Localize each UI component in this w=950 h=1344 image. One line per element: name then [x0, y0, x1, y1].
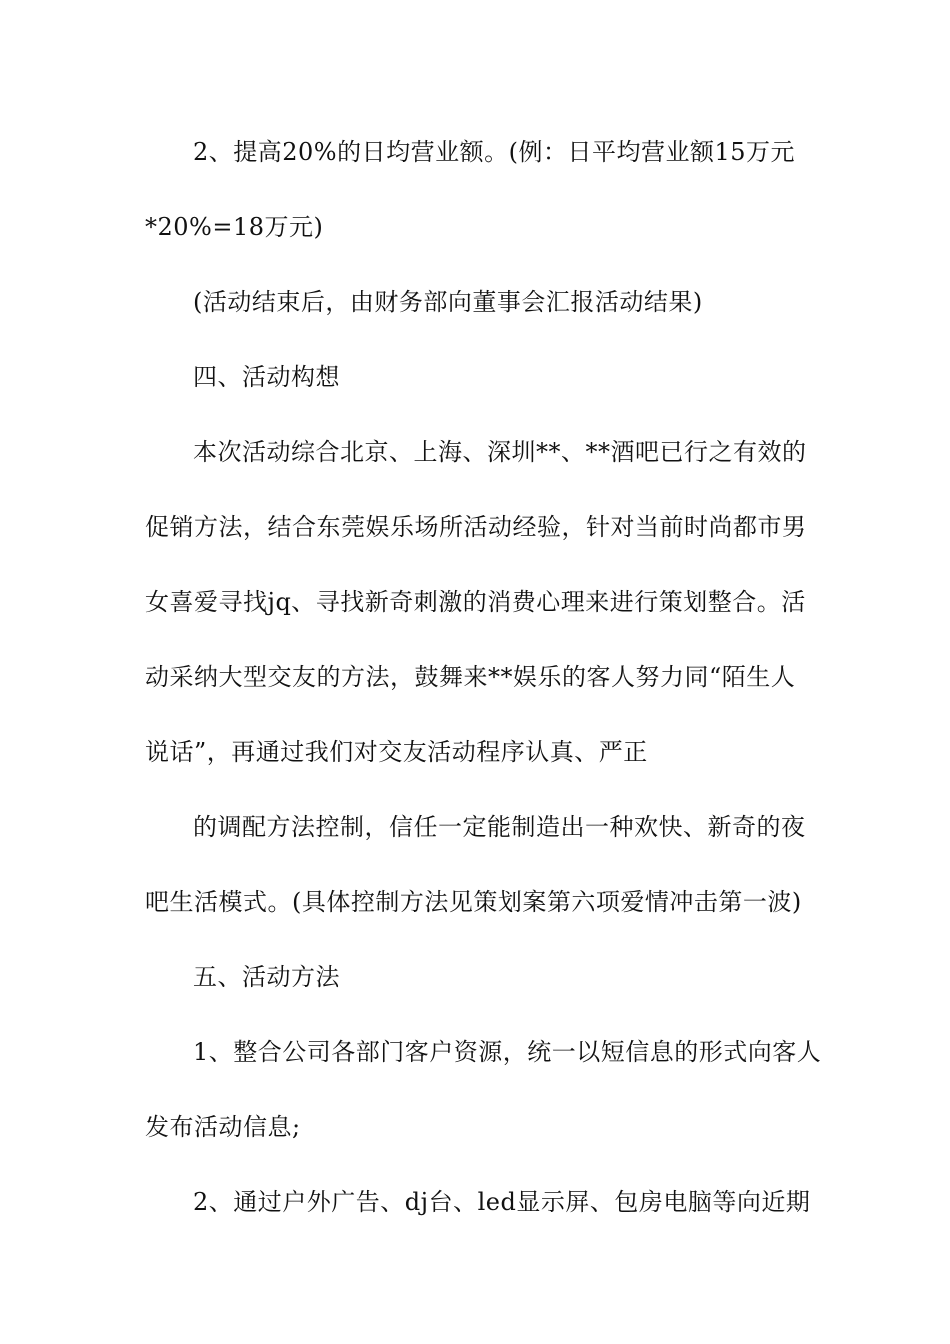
- paragraph-concept-line-2: 促销方法，结合东莞娱乐场所活动经验，针对当前时尚都市男: [145, 513, 807, 541]
- paragraph-control-line-2: 吧生活模式。(具体控制方法见策划案第六项爱情冲击第一波): [145, 888, 802, 916]
- paragraph-concept-line-5: 说话”，再通过我们对交友活动程序认真、严正: [145, 738, 648, 766]
- paragraph-concept-line-4: 动采纳大型交友的方法，鼓舞来**娱乐的客人努力同“陌生人: [145, 663, 796, 691]
- paragraph-control-line-1: 的调配方法控制，信任一定能制造出一种欢快、新奇的夜: [193, 813, 806, 841]
- section-heading-activity-concept: 四、活动构想: [193, 363, 340, 391]
- paragraph-concept-line-3: 女喜爱寻找jq、寻找新奇刺激的消费心理来进行策划整合。活: [145, 588, 806, 616]
- paragraph-method-2-line-1: 2、通过户外广告、dj台、led显示屏、包房电脑等向近期: [193, 1188, 811, 1216]
- paragraph-goal-2-line-2: *20%=18万元): [145, 213, 324, 241]
- paragraph-method-1-line-1: 1、整合公司各部门客户资源，统一以短信息的形式向客人: [193, 1038, 822, 1066]
- paragraph-report-note: (活动结束后，由财务部向董事会汇报活动结果): [193, 288, 703, 316]
- paragraph-goal-2-line-1: 2、提高20%的日均营业额。(例：日平均营业额15万元: [193, 138, 796, 166]
- section-heading-activity-method: 五、活动方法: [193, 963, 340, 991]
- paragraph-method-1-line-2: 发布活动信息;: [145, 1113, 301, 1141]
- paragraph-concept-line-1: 本次活动综合北京、上海、深圳**、**酒吧已行之有效的: [193, 438, 807, 466]
